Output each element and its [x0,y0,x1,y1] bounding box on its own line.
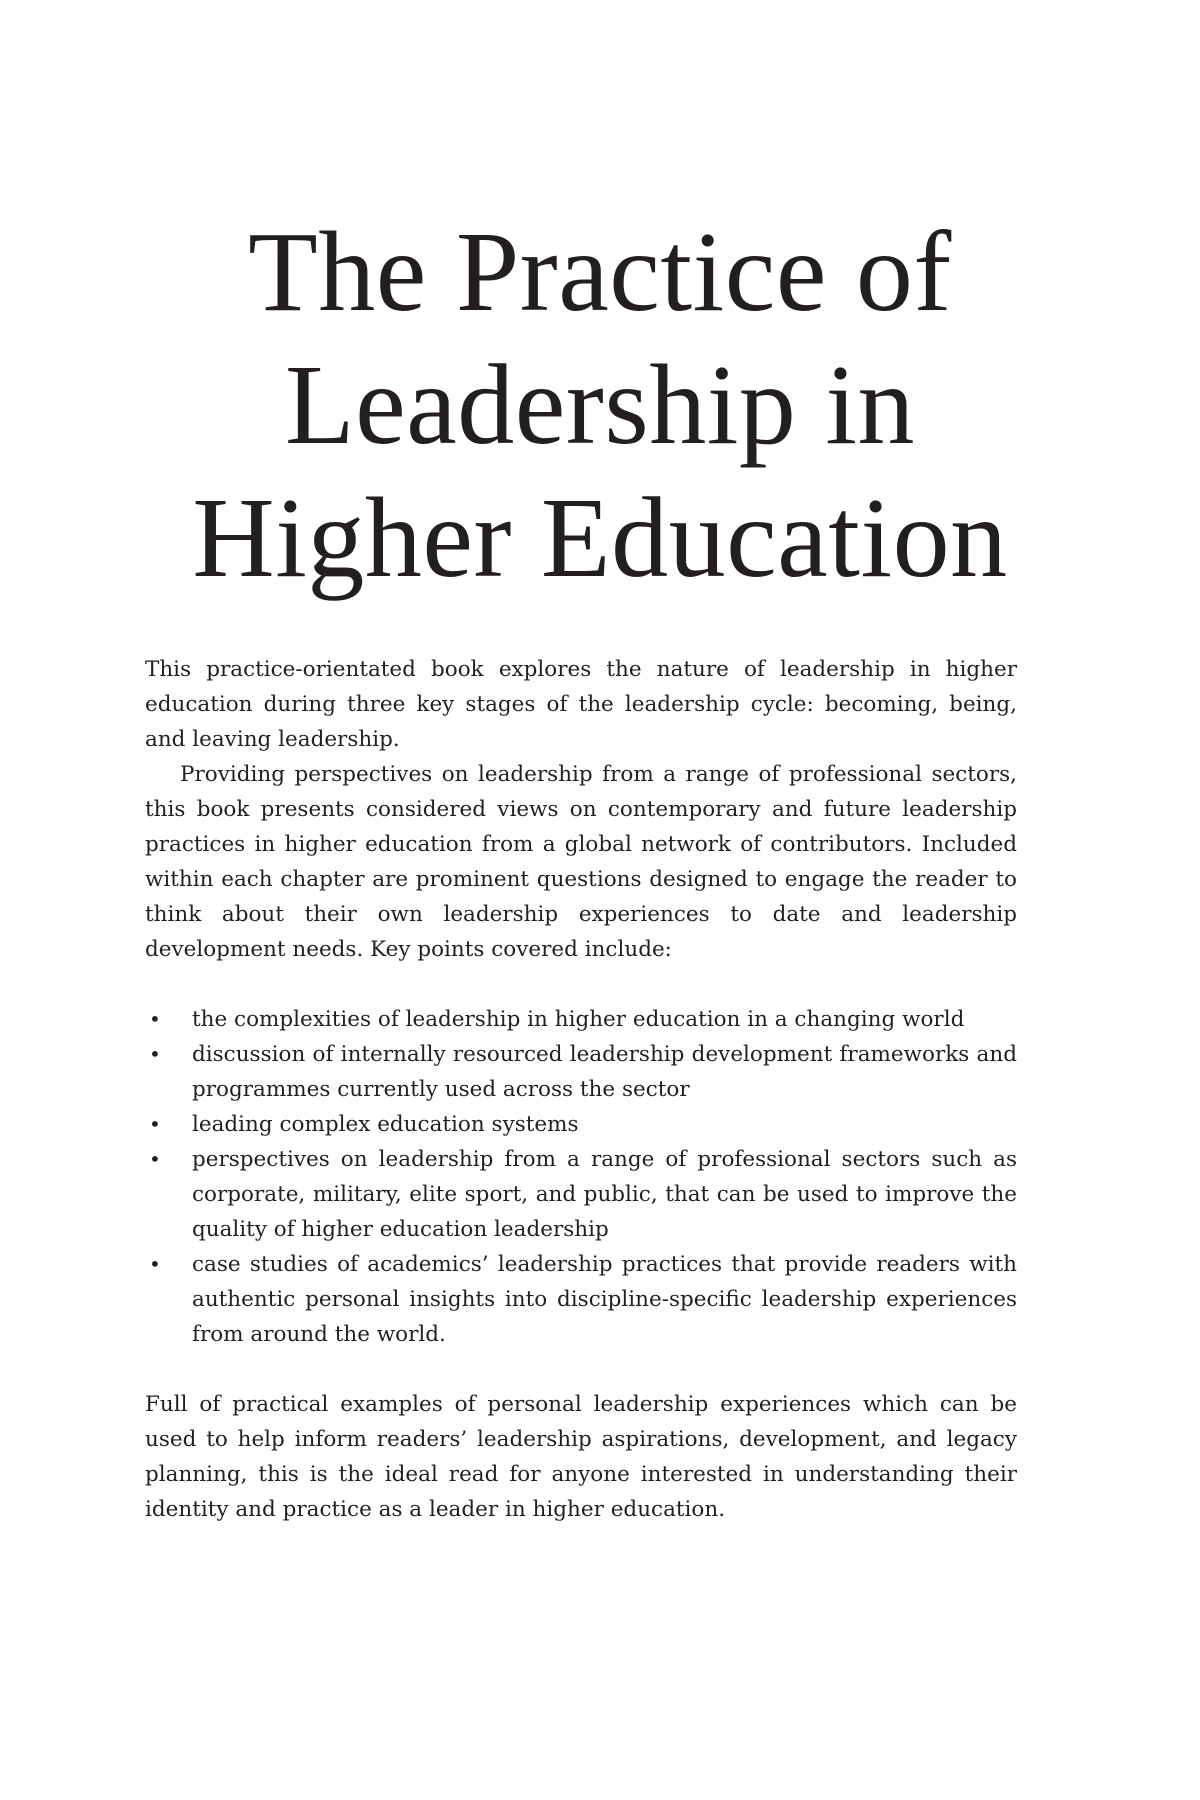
bullet-icon: • [149,1007,161,1031]
key-points-list [145,1002,1017,1352]
key-point-item [145,1247,1017,1352]
intro-paragraph: This practice-orientated book explores the nature of leadership in higher education during three key stages of the leadership cycle: becoming, being, and leaving leadership. [145,657,1017,752]
book-title-line-1: The Practice of [248,208,952,335]
perspectives-paragraph: Providing perspectives on leadership from a range of professional sectors, this book presents considered views on contemporary and future leadership practices in higher education from a global network of contributors. Included within each chapter are prominent questions designed to engage the reader to think about their own leadership experiences to date and leadership development needs. Key points covered include: [145,762,1017,962]
book-title [0,205,1200,604]
bullet-icon: • [149,1252,161,1276]
key-point-item [145,1142,1017,1247]
book-title-line-3: Higher Education [192,474,1008,601]
bullet-icon: • [149,1042,161,1066]
key-point-item [145,1107,1017,1142]
key-point-text: perspectives on leadership from a range of professional sectors such as corporate, military, elite sport, and public, that can be used to improve the quality of higher education leadership [192,1147,1017,1242]
book-title-line-2: Leadership in [284,341,916,468]
bullet-icon: • [149,1147,161,1171]
key-point-item [145,1002,1017,1037]
key-point-item [145,1037,1017,1107]
book-description [145,652,1017,1527]
key-point-text: the complexities of leadership in higher education in a changing world [192,1007,965,1032]
closing-paragraph: Full of practical examples of personal leadership experiences which can be used to help inform readers’ leadership aspirations, development, and legacy planning, this is the ideal read for anyone interested in understanding their identity and practice as a leader in higher education. [145,1392,1017,1522]
bullet-icon: • [149,1112,161,1136]
key-point-text: leading complex education systems [192,1112,579,1137]
key-point-text: case studies of academics’ leadership practices that provide readers with authentic personal insights into discipline-specific leadership experiences from around the world. [192,1252,1017,1347]
key-point-text: discussion of internally resourced leadership development frameworks and programmes currently used across the sector [192,1042,1017,1102]
